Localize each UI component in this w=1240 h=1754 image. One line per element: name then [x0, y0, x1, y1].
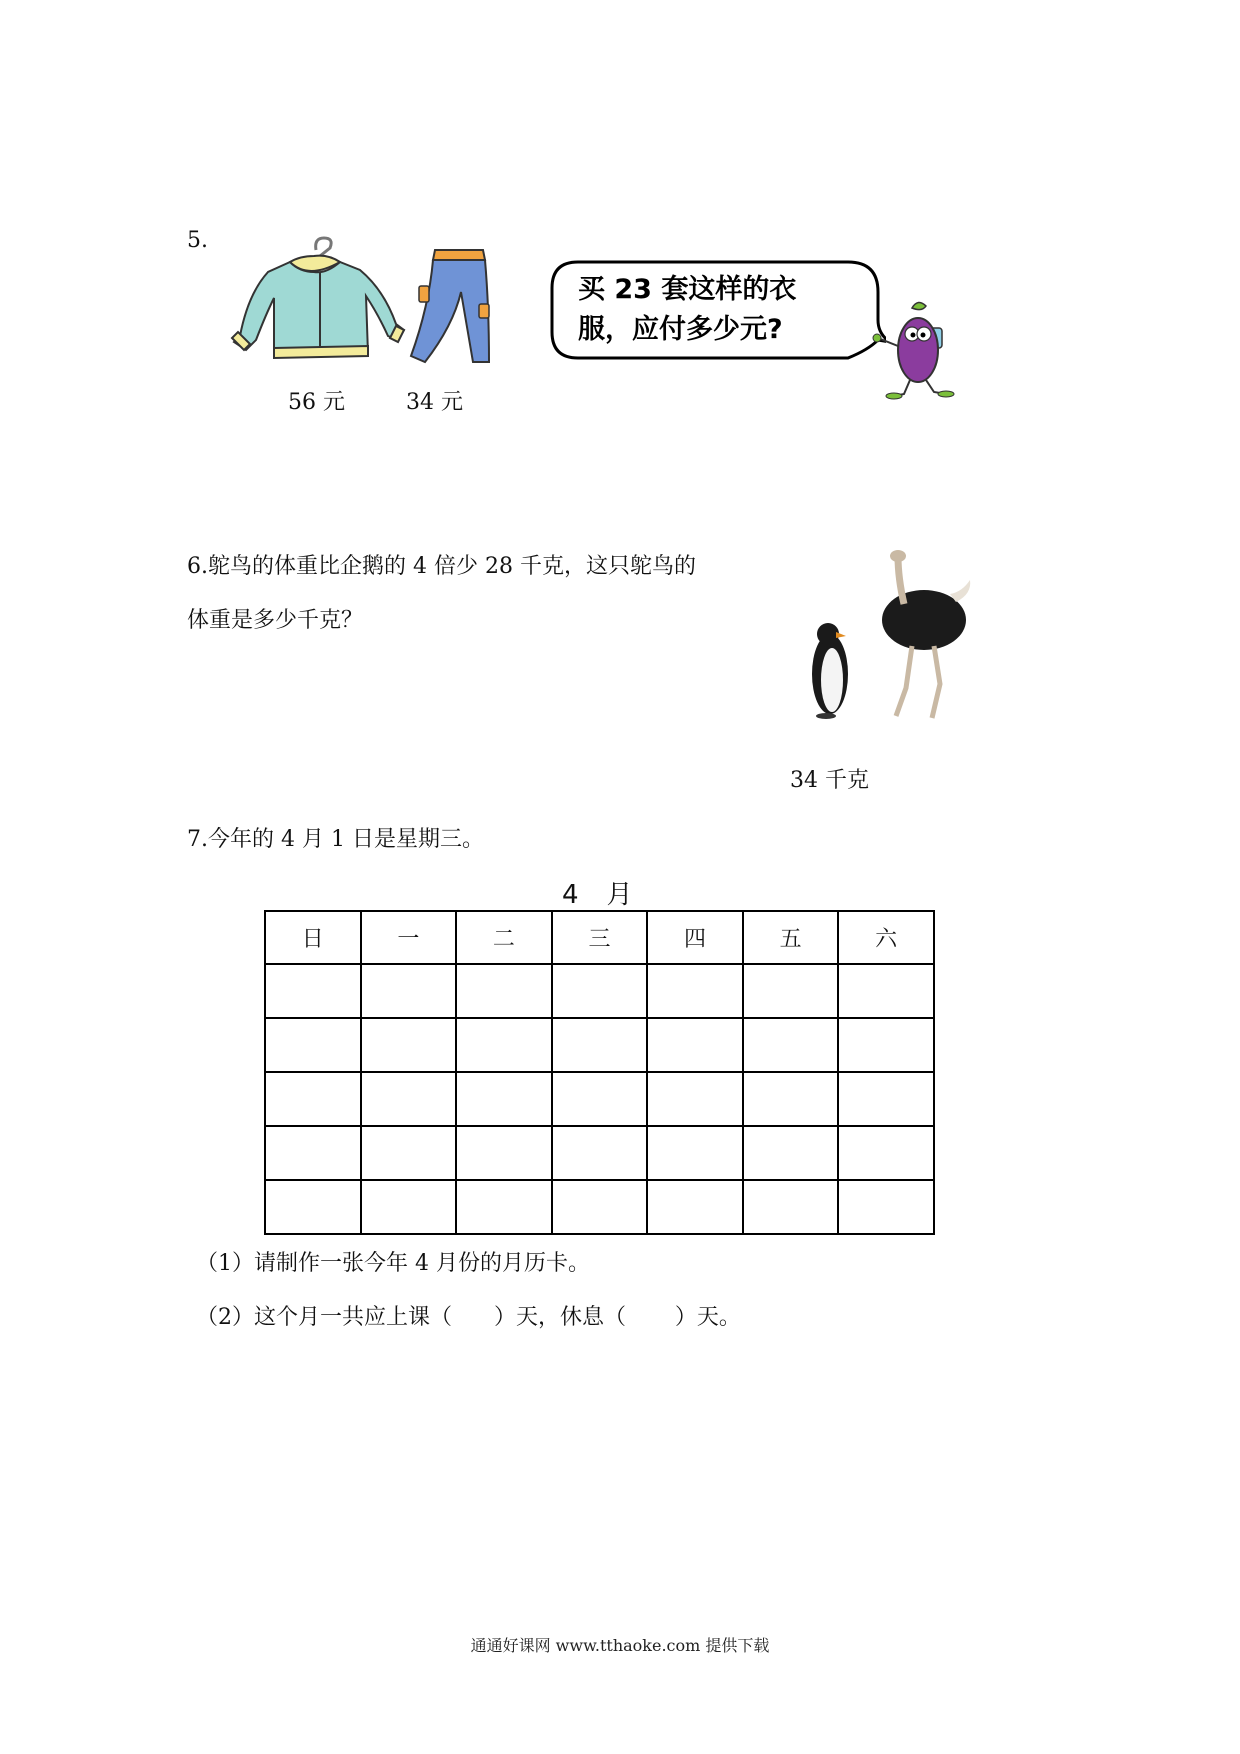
ostrich-icon: [882, 550, 970, 718]
calendar-day-cell[interactable]: [743, 1018, 839, 1072]
calendar-day-cell[interactable]: [456, 1126, 552, 1180]
calendar-day-cell[interactable]: [552, 1126, 648, 1180]
penguin-icon: [812, 623, 848, 719]
calendar-day-cell[interactable]: [838, 1126, 934, 1180]
weekday-tuesday: 二: [456, 911, 552, 964]
footer-text: 通通好课网 www.tthaoke.com 提供下载: [470, 1636, 770, 1655]
calendar-day-cell[interactable]: [838, 964, 934, 1018]
calendar-day-cell[interactable]: [647, 964, 743, 1018]
speech-bubble-text: 买 23 套这样的衣服，应付多少元?: [578, 274, 797, 345]
calendar-day-cell[interactable]: [743, 1126, 839, 1180]
calendar-day-cell[interactable]: [743, 1180, 839, 1234]
calendar-day-cell[interactable]: [265, 1126, 361, 1180]
weekday-thursday: 四: [647, 911, 743, 964]
calendar-day-cell[interactable]: [361, 1018, 457, 1072]
jacket-icon: [228, 232, 414, 372]
weekday-friday: 五: [743, 911, 839, 964]
weekday-wednesday: 三: [552, 911, 648, 964]
calendar-day-cell[interactable]: [361, 1072, 457, 1126]
calendar-day-cell[interactable]: [743, 1072, 839, 1126]
calendar-day-cell[interactable]: [265, 1180, 361, 1234]
calendar-day-cell[interactable]: [361, 1180, 457, 1234]
calendar-month-number: 4: [562, 880, 581, 910]
calendar-day-cell[interactable]: [456, 964, 552, 1018]
sub-question-1: （1）请制作一张今年 4 月份的月历卡。: [196, 1251, 590, 1276]
calendar-day-cell[interactable]: [647, 1072, 743, 1126]
calendar-day-cell[interactable]: [838, 1018, 934, 1072]
calendar-day-cell[interactable]: [456, 1072, 552, 1126]
problem-5-number: 5.: [187, 228, 208, 253]
sub-question-2: （2）这个月一共应上课（ ）天，休息（ ）天。: [196, 1305, 741, 1330]
problem-6-line-2: 体重是多少千克？: [187, 608, 364, 633]
calendar-week-row: [265, 1072, 934, 1126]
calendar-month-label: 月: [606, 880, 635, 910]
calendar-title: [562, 874, 635, 911]
calendar-day-cell[interactable]: [838, 1180, 934, 1234]
eggplant-character-icon: [872, 298, 962, 400]
calendar-week-row: [265, 1180, 934, 1234]
calendar-day-cell[interactable]: [647, 1180, 743, 1234]
calendar-day-cell[interactable]: [552, 1072, 648, 1126]
calendar-day-cell[interactable]: [265, 1072, 361, 1126]
pants-price: 34 元: [406, 390, 463, 415]
calendar-day-cell[interactable]: [647, 1018, 743, 1072]
calendar-week-row: [265, 1018, 934, 1072]
calendar-table: [264, 910, 935, 1235]
weekday-monday: 一: [361, 911, 457, 964]
penguin-weight: 34 千克: [790, 768, 869, 793]
birds-illustration: [800, 548, 980, 728]
problem-7-statement: 7.今年的 4 月 1 日是星期三。: [187, 827, 484, 852]
weekday-sunday: 日: [265, 911, 361, 964]
calendar-header-row: [265, 911, 934, 964]
calendar-day-cell[interactable]: [361, 1126, 457, 1180]
calendar-day-cell[interactable]: [456, 1018, 552, 1072]
pants-icon: [405, 246, 495, 366]
calendar-day-cell[interactable]: [552, 964, 648, 1018]
calendar-day-cell[interactable]: [265, 964, 361, 1018]
calendar-day-cell[interactable]: [265, 1018, 361, 1072]
calendar-week-row: [265, 1126, 934, 1180]
jacket-price: 56 元: [288, 390, 345, 415]
calendar-day-cell[interactable]: [743, 964, 839, 1018]
weekday-saturday: 六: [838, 911, 934, 964]
calendar-day-cell[interactable]: [361, 964, 457, 1018]
calendar-day-cell[interactable]: [552, 1018, 648, 1072]
calendar-week-row: [265, 964, 934, 1018]
calendar-day-cell[interactable]: [838, 1072, 934, 1126]
calendar-day-cell[interactable]: [647, 1126, 743, 1180]
problem-6-line-1: 6.鸵鸟的体重比企鹅的 4 倍少 28 千克，这只鸵鸟的: [187, 554, 696, 579]
calendar-day-cell[interactable]: [552, 1180, 648, 1234]
calendar-day-cell[interactable]: [456, 1180, 552, 1234]
